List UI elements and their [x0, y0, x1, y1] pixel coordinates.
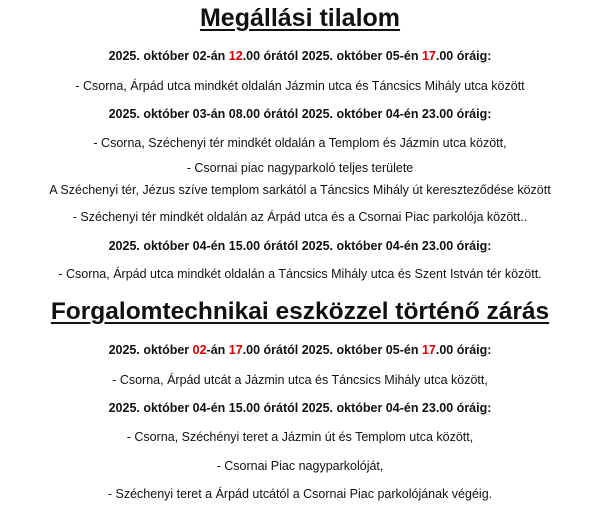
section1-block2-line: A Széchenyi tér, Jézus szíve templom sarkától a Táncsics Mihály út kereszteződése között: [49, 183, 551, 197]
section2-block2-date: 2025. október 04-én 15.00 órától 2025. október 04-én 23.00 óráig:: [108, 401, 492, 415]
section1-block1-line: - Csorna, Árpád utca mindkét oldalán Jázmin utca és Táncsics Mihály utca között: [75, 79, 525, 93]
date-part: 2025. október 02-án: [108, 49, 229, 63]
section1-block3-line: - Csorna, Árpád utca mindkét oldalán a Táncsics Mihály utca és Szent István tér között.: [58, 267, 542, 281]
section-title-megallasi-tilalom: Megállási tilalom: [199, 4, 401, 32]
date-highlight: 17: [228, 343, 243, 357]
section1-block1-date: [0, 50, 600, 63]
date-part: -án: [206, 343, 229, 357]
date-highlight: 17: [421, 49, 436, 63]
section1-block2-line: - Csorna, Széchenyi tér mindkét oldalán a Templom és Jázmin utca között,: [93, 136, 507, 150]
date-highlight: 17: [421, 343, 436, 357]
section1-block2-line: - Széchenyi tér mindkét oldalán az Árpád utca és a Csornai Piac parkolója között..: [72, 210, 528, 224]
date-part: .00 órától 2025. október 05-én: [242, 343, 422, 357]
section1-block2-line: - Csornai piac nagyparkoló teljes területe: [186, 161, 414, 175]
section2-block2-line: - Csornai Piac nagyparkolóját,: [216, 459, 384, 473]
date-part: 2025. október: [108, 343, 193, 357]
date-part: .00 óráig:: [435, 343, 492, 357]
section2-block1-date: [0, 344, 600, 357]
date-highlight: 12: [228, 49, 243, 63]
date-highlight: 02: [192, 343, 207, 357]
section-title-forgalomtechnikai-zaras: Forgalomtechnikai eszközzel történő zárás: [50, 298, 550, 325]
section1-block3-date: 2025. október 04-én 15.00 órától 2025. október 04-én 23.00 óráig:: [108, 239, 492, 253]
section2-block2-line: - Széchenyi teret a Árpád utcától a Csornai Piac parkolójának végéig.: [107, 487, 493, 501]
section2-block1-line: - Csorna, Árpád utcát a Jázmin utca és Táncsics Mihály utca között,: [112, 373, 488, 387]
section2-block2-line: - Csorna, Széchényi teret a Jázmin út és Templom utca között,: [126, 430, 474, 444]
section1-block2-date: 2025. október 03-án 08.00 órától 2025. október 04-én 23.00 óráig:: [108, 107, 492, 121]
date-part: .00 óráig:: [435, 49, 492, 63]
date-part: .00 órától 2025. október 05-én: [242, 49, 422, 63]
